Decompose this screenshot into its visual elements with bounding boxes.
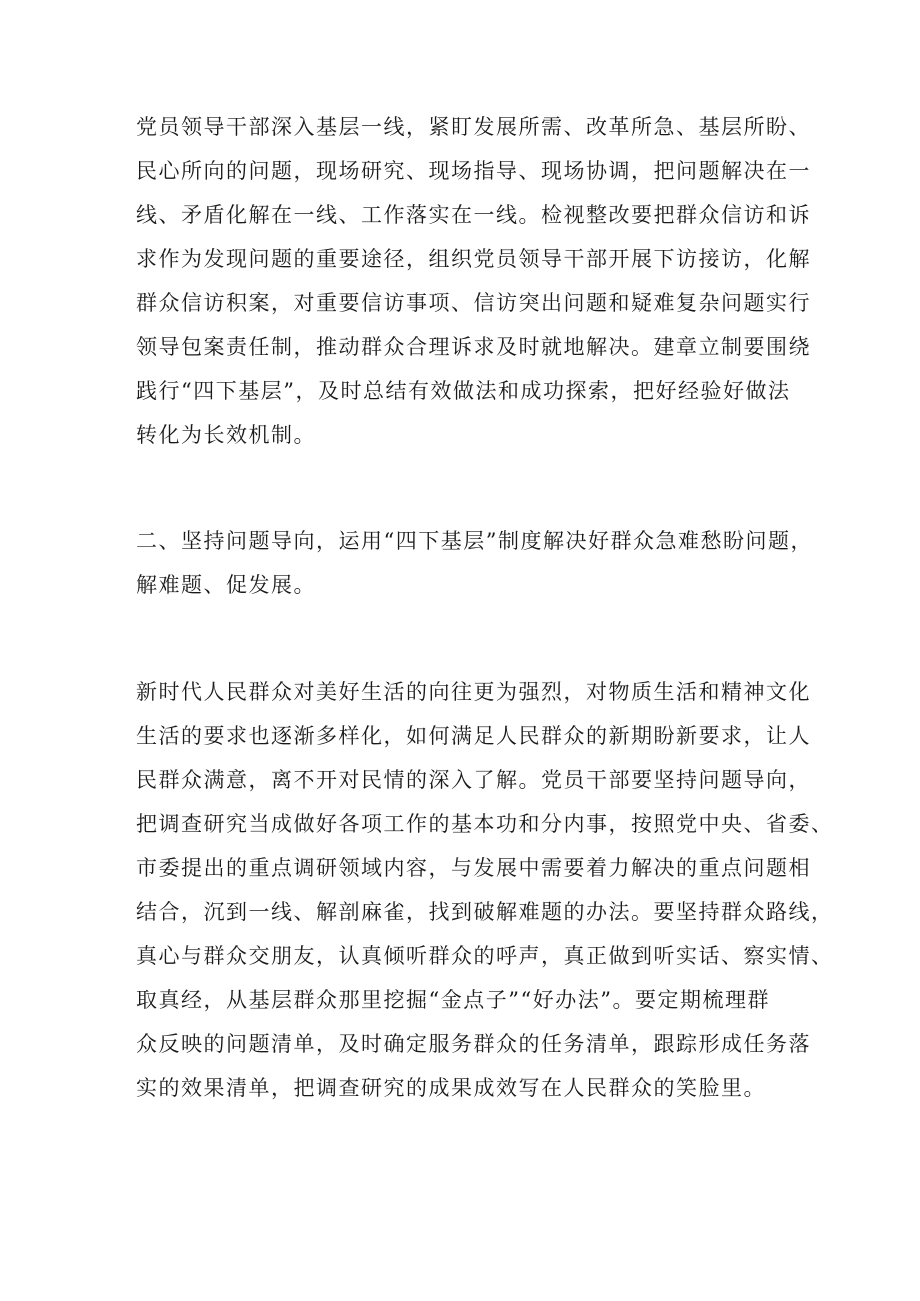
text-line: 群众信访积案，对重要信访事项、信访突出问题和疑难复杂问题实行	[136, 291, 811, 315]
text-line: 实的效果清单，把调查研究的成果成效写在人民群众的笑脸里。	[136, 1076, 766, 1100]
text-line: 把调查研究当成做好各项工作的基本功和分内事，按照党中央、省委、	[136, 812, 834, 836]
text-line: 转化为长效机制。	[136, 423, 316, 447]
text-line: 民心所向的问题，现场研究、现场指导、现场协调，把问题解决在一	[136, 159, 811, 183]
text-line: 践行“四下基层”，及时总结有效做法和成功探索，把好经验好做法	[136, 379, 791, 403]
text-line: 党员领导干部深入基层一线，紧盯发展所需、改革所急、基层所盼、	[136, 115, 811, 139]
text-line: 民群众满意，离不开对民情的深入了解。党员干部要坚持问题导向，	[136, 768, 811, 792]
text-line: 市委提出的重点调研领域内容，与发展中需要着力解决的重点问题相	[136, 856, 811, 880]
text-line: 新时代人民群众对美好生活的向往更为强烈，对物质生活和精神文化	[136, 680, 811, 704]
heading-line: 二、坚持问题导向，运用“四下基层”制度解决好群众急难愁盼问题，	[136, 529, 813, 553]
text-line: 真心与群众交朋友，认真倾听群众的呼声，真正做到听实话、察实情、	[136, 944, 834, 968]
text-line: 领导包案责任制，推动群众合理诉求及时就地解决。建章立制要围绕	[136, 335, 811, 359]
text-line: 求作为发现问题的重要途径，组织党员领导干部开展下访接访，化解	[136, 247, 811, 271]
text-line: 结合，沉到一线、解剖麻雀，找到破解难题的办法。要坚持群众路线，	[136, 900, 834, 924]
text-line: 生活的要求也逐渐多样化，如何满足人民群众的新期盼新要求，让人	[136, 724, 811, 748]
heading-line: 解难题、促发展。	[136, 573, 316, 597]
text-line: 众反映的问题清单，及时确定服务群众的任务清单，跟踪形成任务落	[136, 1032, 811, 1056]
text-line: 取真经，从基层群众那里挖掘“金点子”“好办法”。要定期梳理群	[136, 988, 770, 1012]
text-line: 线、矛盾化解在一线、工作落实在一线。检视整改要把群众信访和诉	[136, 203, 811, 227]
